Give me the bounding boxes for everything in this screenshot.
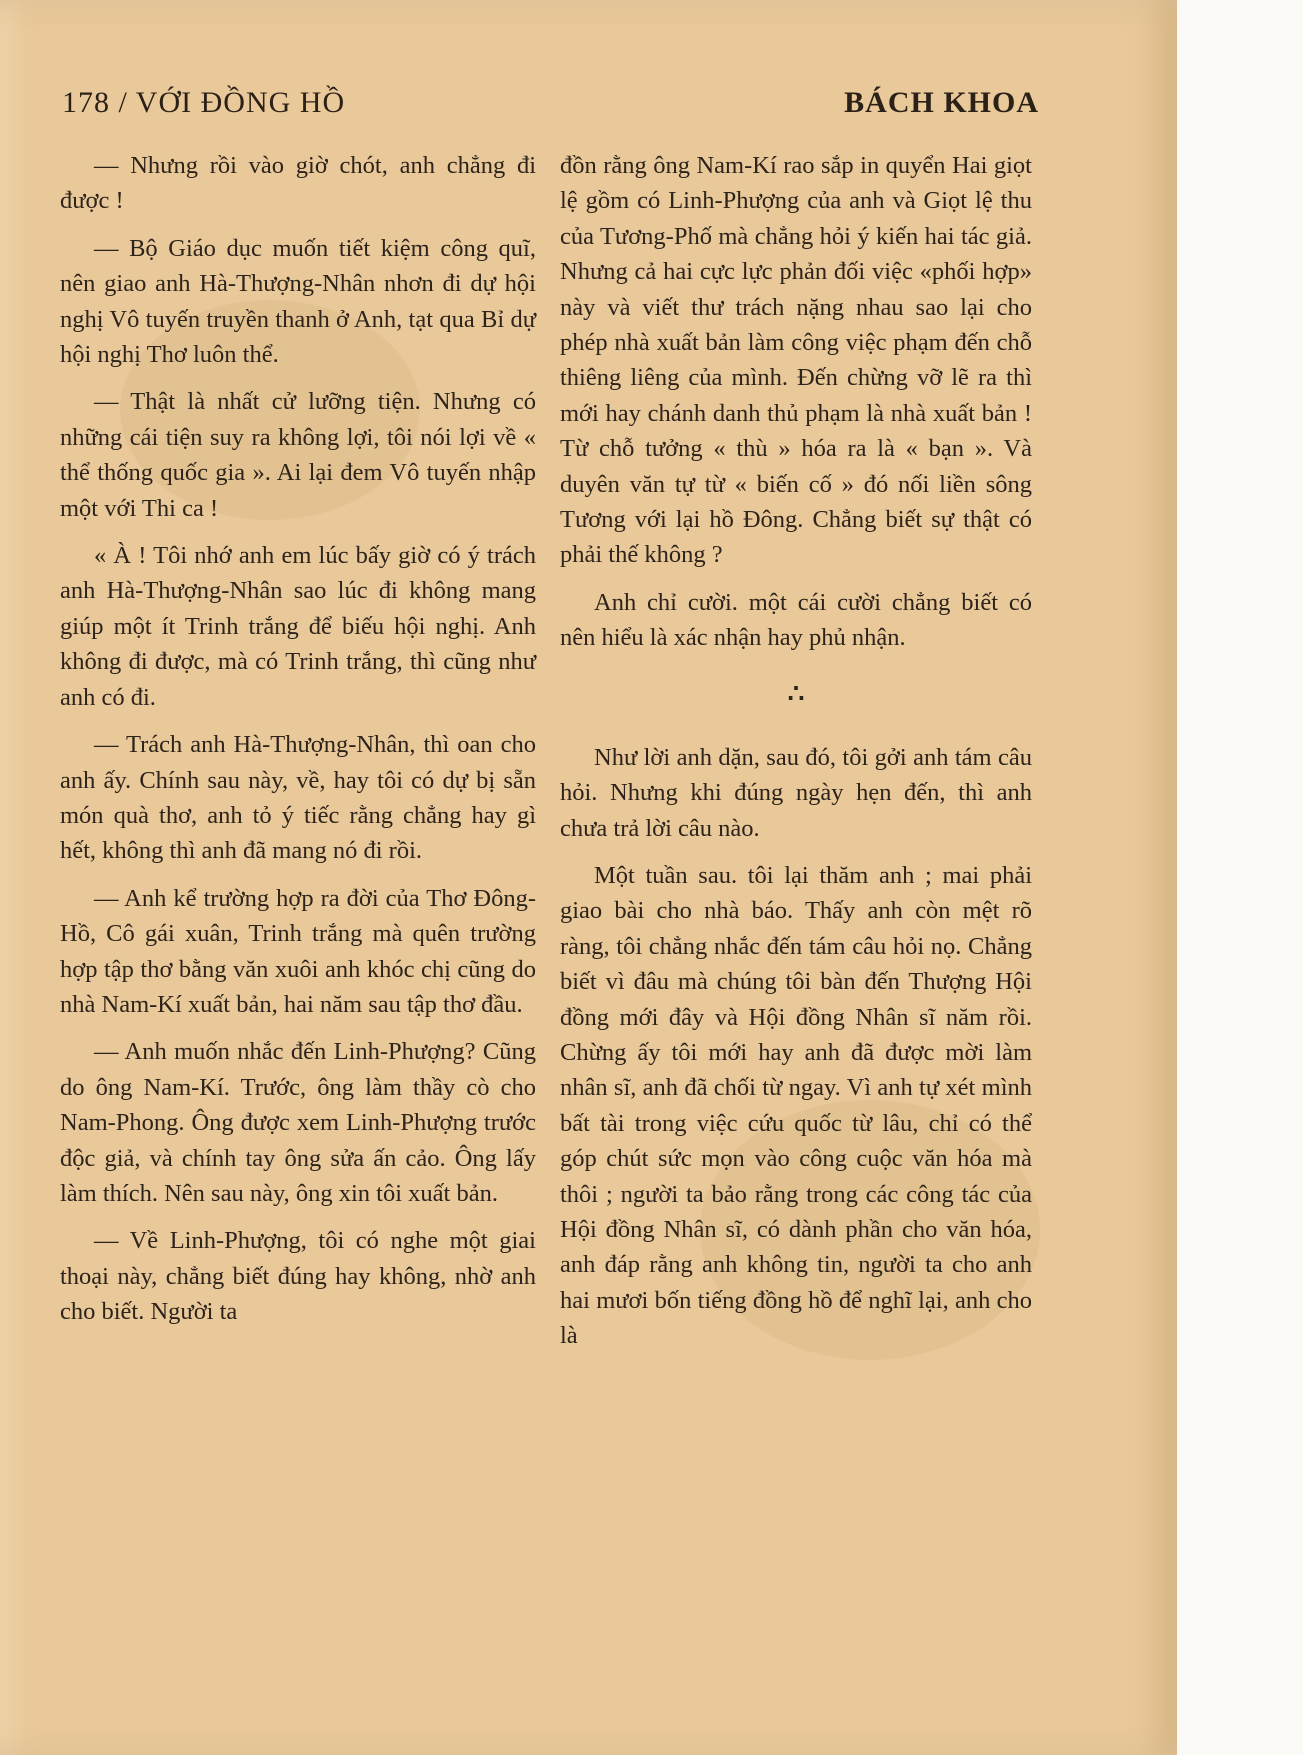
page-number-and-title: 178 / VỚI ĐỒNG HỒ (62, 86, 346, 119)
paragraph: — Trách anh Hà-Thượng-Nhân, thì oan cho anh ấy. Chính sau này, về, hay tôi có dự bị sẵn món quà thơ, anh tỏ ý tiếc rằng chẳng hay gì hết, không thì anh đã mang nó đi rồi. (60, 731, 536, 865)
running-header (62, 86, 1039, 130)
paragraph: — Anh muốn nhắc đến Linh-Phượng? Cũng do ông Nam-Kí. Trước, ông làm thầy cò cho Nam-Phong. Ông được xem Linh-Phượng trước độc giả, và chính tay ông sửa ấn cảo. Ông lấy làm thích. Nên sau này, ông xin tôi xuất bản. (60, 1038, 536, 1207)
paragraph: Như lời anh dặn, sau đó, tôi gởi anh tám câu hỏi. Nhưng khi đúng ngày hẹn đến, thì anh chưa trả lời câu nào. (560, 743, 1032, 842)
paragraph: — Về Linh-Phượng, tôi có nghe một giai thoại này, chẳng biết đúng hay không, nhờ anh cho biết. Người ta (60, 1227, 536, 1326)
paragraph: « À ! Tôi nhớ anh em lúc bấy giờ có ý trách anh Hà-Thượng-Nhân sao lúc đi không mang giúp một ít Trinh trắng để biếu hội nghị. Anh không đi được, mà có Trinh trắng, thì cũng như anh có đi. (60, 542, 536, 711)
magazine-title: BÁCH KHOA (844, 86, 1039, 119)
right-column (560, 148, 1032, 1366)
section-separator: ∴ (787, 678, 805, 708)
left-column (60, 148, 536, 1342)
paragraph: Một tuần sau. tôi lại thăm anh ; mai phải giao bài cho nhà báo. Thấy anh còn mệt rõ ràng, tôi chẳng nhắc đến tám câu hỏi nọ. Chẳng biết vì đâu mà chúng tôi bàn đến Thượng Hội đồng mới đây và Hội đồng Nhân sĩ năm rồi. Chừng ấy tôi mới hay anh đã được mời làm nhân sĩ, anh đã chối từ ngay. Vì anh tự xét mình bất tài trong việc cứu quốc từ lâu, chỉ có thể góp chút sức mọn vào công cuộc văn hóa mà thôi ; người ta bảo rằng trong các công tác của Hội đồng Nhân sĩ, có dành phần cho văn hóa, anh đáp rằng anh không tin, người ta cho anh hai mươi bốn tiếng đồng hồ để nghĩ lại, anh cho là (560, 861, 1032, 1350)
paragraph: — Nhưng rồi vào giờ chót, anh chẳng đi được ! (60, 152, 536, 215)
paragraph: Anh chỉ cười. một cái cười chẳng biết có nên hiểu là xác nhận hay phủ nhận. (560, 588, 1032, 652)
paragraph: — Anh kể trường hợp ra đời của Thơ Đông-Hồ, Cô gái xuân, Trinh trắng mà quên trường hợp tập thơ bằng văn xuôi anh khóc chị cũng do nhà Nam-Kí xuất bản, hai năm sau tập thơ đầu. (60, 884, 536, 1018)
paragraph: đồn rằng ông Nam-Kí rao sắp in quyển Hai giọt lệ gồm có Linh-Phượng của anh và Giọt lệ thu của Tương-Phố mà chẳng hỏi ý kiến hai tác giả. Nhưng cả hai cực lực phản đối việc «phối hợp» này và viết thư trách nặng nhau sao lại cho phép nhà xuất bản làm công việc phạm đến chỗ thiêng liêng của mình. Đến chừng vỡ lẽ ra thì mới hay chánh danh thủ phạm là nhà xuất bản ! Từ chỗ tưởng « thù » hóa ra là « bạn ». Và duyên văn tự từ « biến cố » đó nối liền sông Tương với lại hồ Đông. Chẳng biết sự thật có phải thế không ? (560, 152, 1032, 569)
page-edge-background (1177, 0, 1303, 1755)
paragraph: — Bộ Giáo dục muốn tiết kiệm công quĩ, nên giao anh Hà-Thượng-Nhân nhơn đi dự hội nghị Vô tuyến truyền thanh ở Anh, tạt qua Bỉ dự hội nghị Thơ luôn thể. (60, 234, 536, 369)
paragraph: — Thật là nhất cử lưỡng tiện. Nhưng có những cái tiện suy ra không lợi, tôi nói lợi về « thể thống quốc gia ». Ai lại đem Vô tuyến nhập một với Thi ca ! (60, 388, 536, 522)
